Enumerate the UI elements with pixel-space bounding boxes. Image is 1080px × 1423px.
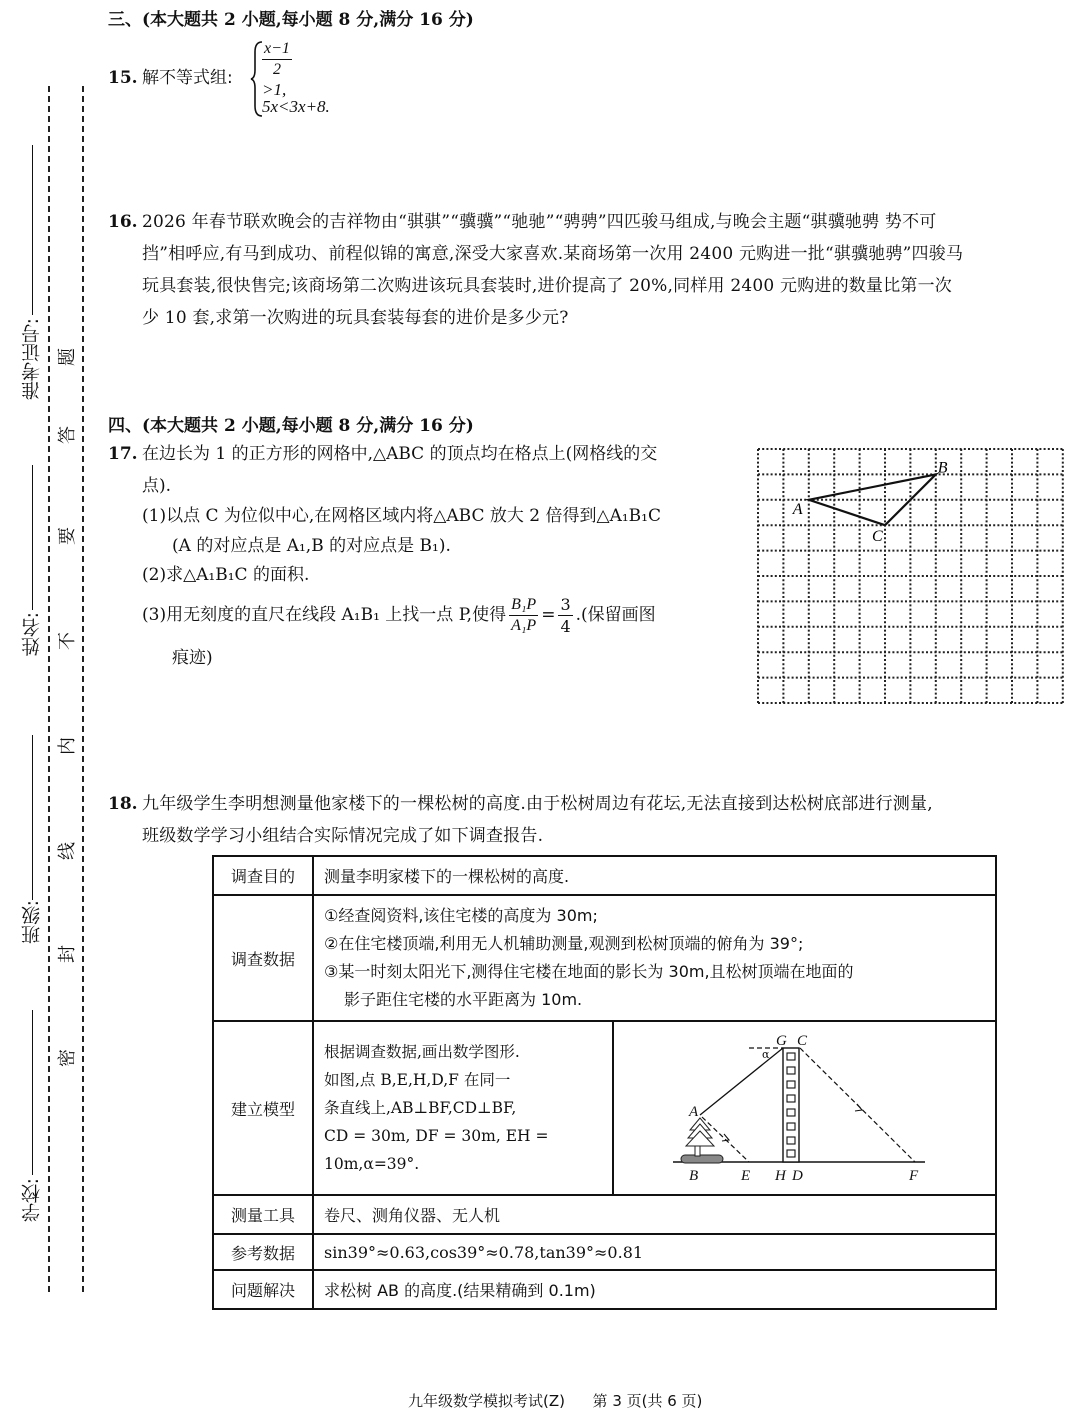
inequality-1: [262, 40, 292, 98]
q17-number: 17.: [108, 444, 138, 464]
school-blank[interactable]: [32, 1010, 33, 1175]
q17-part-3-text: (3)用无刻度的直尺在线段 A₁B₁ 上找一点 P,使得: [142, 604, 507, 625]
footer-page-number: 第 3 页(共 6 页): [592, 1392, 703, 1410]
row-label: 建立模型: [213, 1021, 313, 1195]
q16-number: 16.: [108, 212, 138, 232]
exam-id-blank[interactable]: [32, 145, 33, 315]
seal-char: 答: [57, 426, 78, 444]
ineq1-denominator: 2: [272, 61, 281, 78]
label-H: H: [775, 1168, 786, 1184]
row-content: 求松树 AB 的高度.(结果精确到 0.1m): [313, 1270, 996, 1309]
ineq1-rest: >1,: [262, 80, 287, 99]
row-label: 测量工具: [213, 1195, 313, 1234]
class-label: 班级:: [21, 900, 43, 945]
equals-sign: =: [541, 604, 556, 625]
value-numerator: 3: [560, 594, 571, 614]
model-line: CD = 30m, DF = 30m, EH =: [324, 1127, 549, 1145]
model-description: [313, 1021, 613, 1195]
q16-line-1: 2026 年春节联欢晚会的吉祥物由“骐骐”“骥骥”“驰驰”“骋骋”四匹骏马组成,与晚会主题“骐骥驰骋 势不可: [142, 212, 937, 232]
seal-char: 不: [57, 632, 78, 650]
seal-char: 题: [57, 348, 78, 366]
table-row: [213, 1270, 996, 1309]
section3-heading: 三、(本大题共 2 小题,每小题 8 分,满分 16 分): [108, 10, 474, 30]
row-label: 问题解决: [213, 1270, 313, 1309]
label-A: A: [689, 1104, 699, 1120]
label-G: G: [776, 1033, 787, 1049]
vertex-label-b: B: [937, 459, 948, 477]
seal-char: 封: [57, 945, 78, 963]
name-blank[interactable]: [32, 465, 33, 610]
row-content: 测量李明家楼下的一棵松树的高度.: [313, 856, 996, 895]
seal-dashed-line-inner: [82, 86, 84, 1292]
row-content: [313, 895, 996, 1021]
model-line: 条直线上,AB⊥BF,CD⊥BF,: [324, 1099, 517, 1117]
label-B: B: [689, 1168, 699, 1184]
q17-part-3: [142, 592, 656, 638]
seal-dashed-line-outer: [48, 86, 50, 1292]
row-label: 调查数据: [213, 895, 313, 1021]
ineq1-numerator: x−1: [262, 40, 292, 60]
data-item-1: ①经查阅资料,该住宅楼的高度为 30m;: [324, 906, 598, 925]
q18-line-2: 班级数学学习小组结合实际情况完成了如下调查报告.: [142, 826, 544, 846]
q17-line-2: 点).: [142, 476, 172, 496]
seal-char: 密: [57, 1049, 78, 1067]
school-label: 学校:: [21, 1178, 43, 1223]
q17-part-1b: (A 的对应点是 A₁,B 的对应点是 B₁).: [172, 536, 451, 556]
ratio-numerator: B₁P: [509, 596, 538, 616]
row-content: sin39°≈0.63,cos39°≈0.78,tan39°≈0.81: [313, 1234, 996, 1270]
q17-part-2: (2)求△A₁B₁C 的面积.: [142, 565, 310, 585]
q15-number: 15.: [108, 68, 138, 88]
q15-prompt: 解不等式组:: [142, 68, 233, 88]
data-item-3-cont: 影子距住宅楼的水平距离为 10m.: [344, 990, 583, 1009]
table-row: [213, 1195, 996, 1234]
data-item-2: ②在住宅楼顶端,利用无人机辅助测量,观测到松树顶端的俯角为 39°;: [324, 934, 804, 953]
seal-char: 要: [57, 527, 78, 545]
value-fraction: [558, 595, 572, 636]
label-D: D: [792, 1168, 803, 1184]
data-item-3: ③某一时刻太阳光下,测得住宅楼在地面的影长为 30m,且松树顶端在地面的: [324, 962, 854, 981]
q16-line-3: 玩具套装,很快售完;该商场第二次购进该玩具套装时,进价提高了 20%,同样用 2400 元购进的数量比第一次: [142, 276, 952, 296]
value-denominator: 4: [560, 616, 571, 636]
model-line: 根据调查数据,画出数学图形.: [324, 1043, 520, 1061]
ratio-fraction: [509, 596, 538, 635]
page-footer: [408, 1390, 702, 1411]
q18-line-1: 九年级学生李明想测量他家楼下的一棵松树的高度.由于松树周边有花坛,无法直接到达松树底部进行测量,: [142, 794, 933, 814]
q16-line-4: 少 10 套,求第一次购进的玩具套装每套的进价是多少元?: [142, 308, 569, 328]
q17-grid-figure: [752, 443, 1072, 713]
row-label: 调查目的: [213, 856, 313, 895]
row-content: 卷尺、测角仪器、无人机: [313, 1195, 996, 1234]
vertex-label-a: A: [792, 500, 803, 518]
row-label: 参考数据: [213, 1234, 313, 1270]
footer-exam-title: 九年级数学模拟考试(Z): [408, 1392, 565, 1410]
q17-line-1: 在边长为 1 的正方形的网格中,△ABC 的顶点均在格点上(网格线的交: [142, 444, 658, 464]
q18-number: 18.: [108, 794, 138, 814]
table-row: [213, 856, 996, 895]
model-line: 如图,点 B,E,H,D,F 在同一: [324, 1071, 511, 1089]
label-alpha: α: [762, 1048, 770, 1061]
label-C: C: [797, 1033, 808, 1049]
tree-building-diagram: [612, 1022, 996, 1192]
table-row: [213, 1234, 996, 1270]
vertex-label-c: C: [872, 528, 883, 546]
name-label: 姓名:: [21, 612, 43, 657]
seal-char: 线: [57, 842, 78, 860]
q17-part-1a: (1)以点 C 为位似中心,在网格区域内将△ABC 放大 2 倍得到△A₁B₁C: [142, 506, 661, 526]
q16-line-2: 挡”相呼应,有马到成功、前程似锦的寓意,深受大家喜欢.某商场第一次用 2400 元购进一批“骐骥驰骋”四骏马: [142, 244, 964, 264]
ratio-denominator: A₁P: [511, 616, 537, 634]
section4-heading: 四、(本大题共 2 小题,每小题 8 分,满分 16 分): [108, 416, 474, 436]
exam-id-label: 准考证号:: [21, 318, 43, 401]
label-F: F: [909, 1168, 919, 1184]
table-row: [213, 895, 996, 1021]
q17-part-3-suffix: .(保留画图: [575, 604, 656, 625]
q17-part-3-line-2: 痕迹): [172, 648, 213, 668]
label-E: E: [741, 1168, 751, 1184]
model-line: 10m,α=39°.: [324, 1155, 420, 1173]
class-blank[interactable]: [32, 735, 33, 900]
inequality-2: 5x<3x+8.: [262, 97, 330, 116]
seal-char: 内: [57, 737, 78, 755]
